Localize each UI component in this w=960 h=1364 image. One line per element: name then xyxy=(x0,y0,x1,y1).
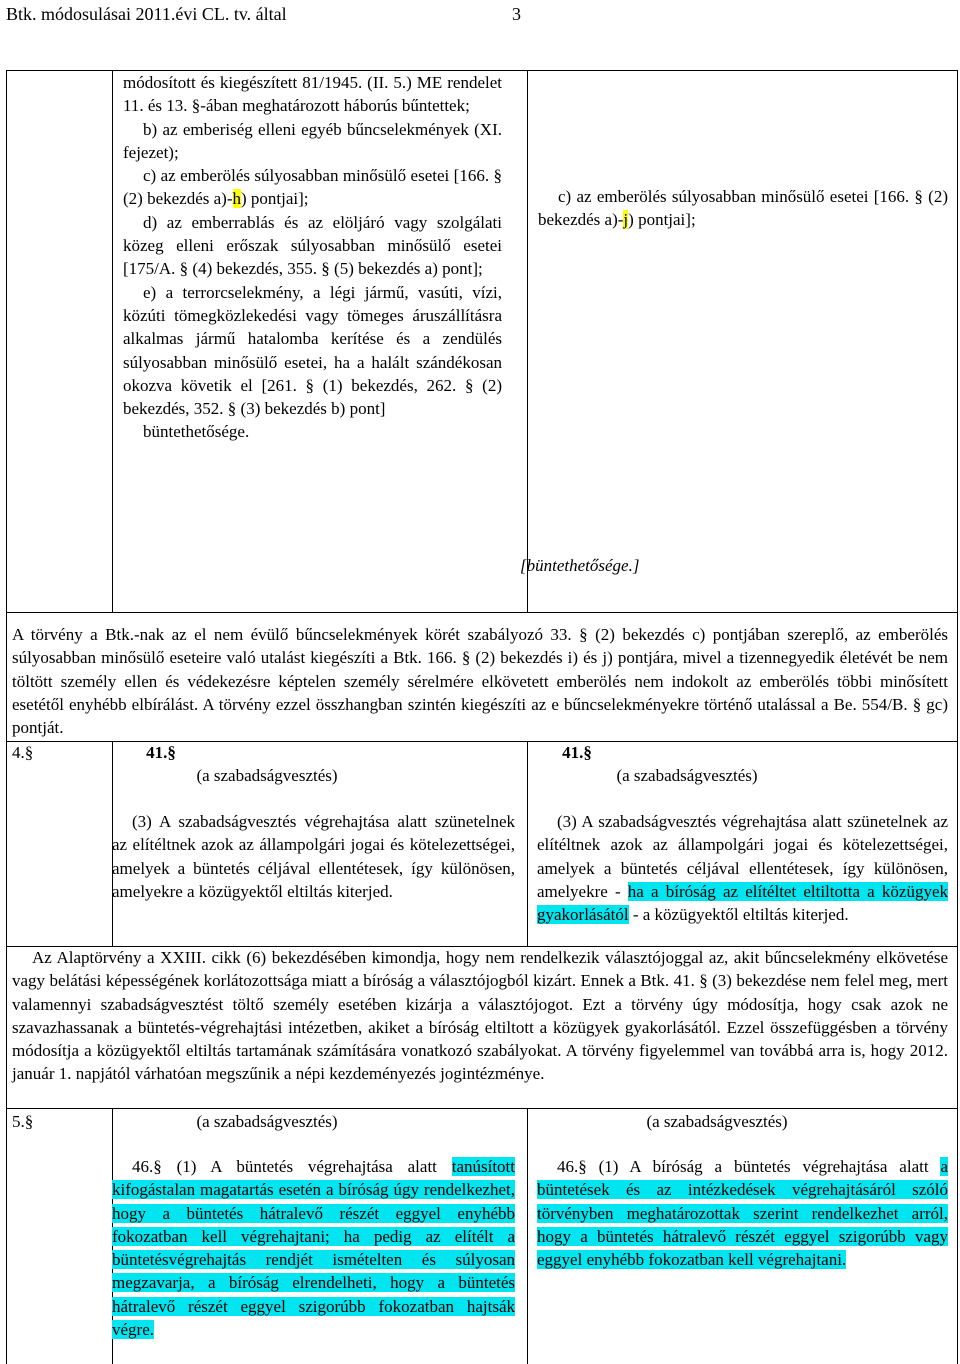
border-col1 xyxy=(112,70,113,612)
border-col2 xyxy=(527,70,528,612)
row3-right-tail: [büntethetősége.] xyxy=(520,556,640,575)
row4-right-text xyxy=(537,810,948,926)
row3-mid-line-1: b) az emberiség elleni egyéb bűncselekmények (XI. fejezet); xyxy=(123,119,502,162)
explanation-1: A törvény a Btk.-nak az el nem évülő bűncselekmények körét szabályozó 33. § (2) bekezdés c) pontjában szereplő, az emberölés súlyosabban minősülő eseteire való utalást kiegészíti a Btk. 166. § (2) bekezdés i) és j) pontjára, mivel a tizennegyedik életévét be nem töltött személy ellen és védekezésre képtelen személy sérelmére elkövetett emberölés nem indokolt az emberölés többi minősített esetétől enyhébb elbírálást. A törvény ezzel összhangban szintén kiegészíti az e bűncselekményekre történő utalással a Be. 554/B. § gc) pontját. xyxy=(12,625,948,738)
row5-mid-lead: 46.§ (1) A büntetés végrehajtása alatt xyxy=(132,1157,437,1176)
row4-mid-subtitle: (a szabadságvesztés) xyxy=(196,766,338,785)
row3-right-item-c xyxy=(538,185,948,232)
row4-mid-title: 41.§ xyxy=(146,743,176,762)
row4-right-title: 41.§ xyxy=(562,743,592,762)
row5-mid-text xyxy=(112,1155,515,1341)
row3-right-cell xyxy=(538,185,948,232)
page-number: 3 xyxy=(512,4,521,24)
row3-mid-c-hl: h xyxy=(232,189,241,209)
row5-right-subtitle: (a szabadságvesztés) xyxy=(646,1112,788,1131)
row4-right-text-post: - a közügyektől eltiltás kiterjed. xyxy=(628,905,849,925)
row5-right-lead: 46.§ (1) A bíróság a büntetés végrehajtása alatt xyxy=(557,1157,929,1176)
border-right xyxy=(957,70,958,1364)
row3-mid-item-c xyxy=(123,164,502,211)
row3-right-c-pre: c) az emberölés súlyosabban minősülő esetei [166. § (2) bekezdés a)- xyxy=(538,187,948,230)
row4-number: 4.§ xyxy=(12,743,34,762)
border-left xyxy=(6,70,7,1364)
row5-mid-hl: tanúsított kifogástalan magatartás esetén a bíróság úgy rendelkezhet, hogy a büntetés hátralevő részét eggyel enyhébb fokozatban kell végrehajtani; ha pedig az elítélt a büntetésvégrehajtás rendjét ismételten és súlyosan megzavarja, a bíróság elrendelheti, hogy a büntetés hátralevő részét eggyel szigorúbb fokozatban hajtsák végre. xyxy=(112,1157,515,1340)
row3-right-c-post: ) pontjai]; xyxy=(628,210,696,230)
header-title: Btk. módosulásai 2011.évi CL. tv. által xyxy=(6,4,287,24)
row3-mid-tail: büntethetősége. xyxy=(143,422,250,442)
border-expl2-bottom xyxy=(6,1108,957,1109)
row3-mid-cell xyxy=(123,71,502,444)
row4-right-text-hl: ha a bíróság az elítéltet eltiltotta a közügyek gyakorlásától xyxy=(537,881,948,925)
row5-right-text xyxy=(537,1155,948,1271)
row4-mid-text: (3) A szabadságvesztés végrehajtása alatt szünetelnek az elítéltnek azok az állampolgári jogai és kötelezettségei, amelyek a büntetés céljával ellentétesek, így különösen, amelyekre a közügyektől eltiltás kiterjed. xyxy=(112,812,515,901)
row4-right-subtitle: (a szabadságvesztés) xyxy=(616,766,758,785)
page-header xyxy=(6,0,946,28)
row5-number: 5.§ xyxy=(12,1112,34,1131)
row5-right-hl: a büntetések és az intézkedések végrehajtásáról szóló törvényben meghatározottak szerint rendelkezhet arról, hogy a büntetés hátralevő részét eggyel szigorúbb vagy eggyel enyhébb fokozatban kell végrehajtani. xyxy=(537,1157,949,1270)
border-row5-col2 xyxy=(527,1108,528,1364)
explanation-2: Az Alaptörvény a XXIII. cikk (6) bekezdésében kimondja, hogy nem rendelkezik választójoggal az, akit bűncselekmény elkövetése vagy belátási képességének korlátozottsága miatt a bíróság a választójogból kizárt. Ennek a Btk. 41. § (3) bekezdése nem felel meg, mert valamennyi szabadságvesztést töltő személy esetében kizárja a választójogot. Ezt a törvény úgy módosítja, hogy csak azok ne szavazhassanak a büntetés-végrehajtási intézetben, akiket a bíróság eltiltott a közügyek gyakorlásától. Ezzel összefüggésben a törvény módosítja a közügyektől eltiltás tartamának számítására vonatkozó szabályokat. A törvény figyelemmel van továbbá arra is, hogy 2012. január 1. napjától várhatóan megszűnik a népi kezdeményezés jogintézménye. xyxy=(12,948,948,1084)
row3-mid-c-post: ) pontjai]; xyxy=(241,189,309,209)
row3-mid-c-pre: c) az emberölés súlyosabban minősülő esetei [166. § (2) bekezdés a)- xyxy=(123,166,502,209)
row3-right-c-hl: j xyxy=(623,210,629,230)
row3-mid-item-d: d) az emberrablás és az elöljáró vagy szolgálati közeg elleni erőszak súlyosabban minősülő esetei [175/A. § (4) bekezdés, 355. § (5) bekezdés a) pont]; xyxy=(123,212,502,279)
row3-mid-item-e: e) a terrorcselekmény, a légi jármű, vasúti, vízi, közúti tömegközlekedési vagy tömeges áruszállításra alkalmas jármű hatalomba kerítése és a zendülés súlyosabban minősülő esetei, ha a halált szándékosan okozva követik el [261. § (1) bekezdés, 262. § (2) bekezdés, 352. § (3) bekezdés b) pont] xyxy=(123,282,502,419)
row4-right-text-pre: (3) A szabadságvesztés végrehajtása alatt szünetelnek az elítéltnek azok az állampolgári jogai és kötelezettségei, amelyek a büntetés céljával ellentétesek, így különösen, amelyekre - xyxy=(537,812,948,901)
border-row3-bottom xyxy=(6,612,957,613)
row3-mid-line-0: módosított és kiegészített 81/1945. (II. 5.) ME rendelet 11. és 13. §-ában meghatározott háborús bűntettek; xyxy=(123,73,502,116)
row5-mid-subtitle: (a szabadságvesztés) xyxy=(196,1112,338,1131)
